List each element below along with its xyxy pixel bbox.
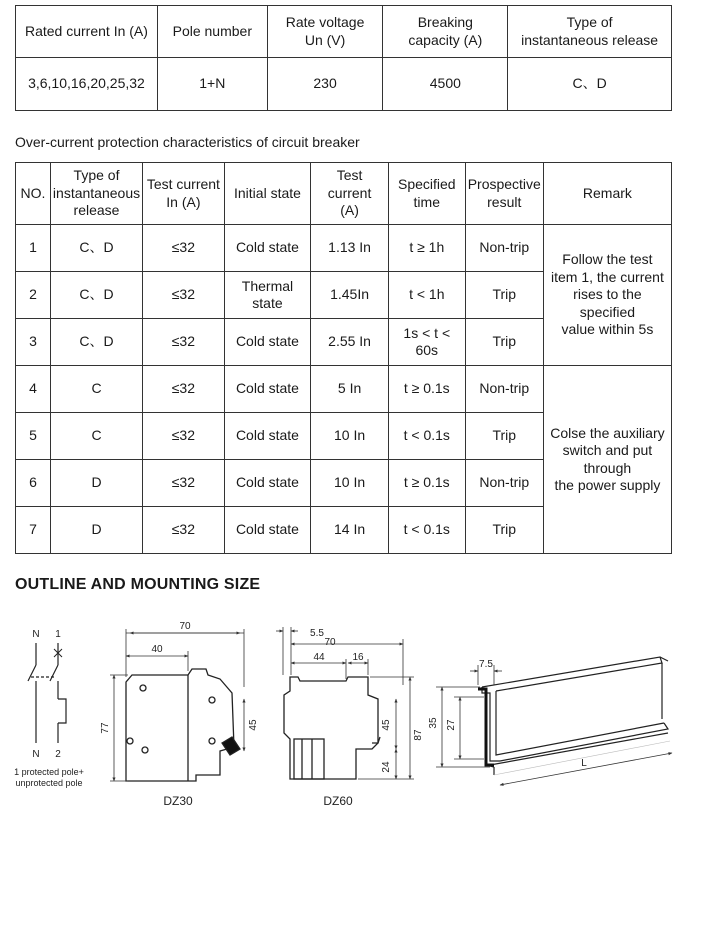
cell-test-current-a: 5 In <box>311 366 389 413</box>
cell-prospective-result: Non-trip <box>465 225 543 272</box>
header-specified-time: Specified time <box>388 163 465 225</box>
schematic-label-n-top: N <box>32 629 40 640</box>
cell-initial-state: Cold state <box>224 460 311 507</box>
dz60-dim-step: 16 <box>352 652 364 663</box>
cell-test-current-in: ≤32 <box>143 413 225 460</box>
dz60-dimensions <box>276 627 414 779</box>
cell-release-type: C、D <box>50 319 142 366</box>
cell-test-current-in: ≤32 <box>143 225 225 272</box>
dz30-dim-height: 77 <box>100 722 111 734</box>
cell-specified-time: 1s < t < 60s <box>388 319 465 366</box>
cell-test-current-a: 1.45In <box>311 272 389 319</box>
cell-release-type: C、D <box>50 225 142 272</box>
protection-table-caption: Over-current protection characteristics of circuit breaker <box>15 134 360 150</box>
cell-release-type: C <box>50 413 142 460</box>
cell-pole-number: 1+N <box>157 58 267 111</box>
outline-heading: OUTLINE AND MOUNTING SIZE <box>15 576 261 593</box>
table-row <box>16 225 672 272</box>
cell-test-current-a: 10 In <box>311 413 389 460</box>
remark-group-1: Follow the test item 1, the current rises to the specified value within 5s <box>543 225 671 366</box>
cell-release-type: D <box>50 460 142 507</box>
dz30-dim-width: 70 <box>179 621 191 632</box>
schematic-caption-line-2: unprotected pole <box>15 778 83 788</box>
din-rail-profile <box>478 689 494 765</box>
table-row <box>16 366 672 413</box>
cell-test-current-in: ≤32 <box>143 507 225 554</box>
header-breaking-capacity: Breaking capacity (A) <box>383 6 508 58</box>
dz30-outline <box>126 669 240 781</box>
din-rail-outline <box>482 657 670 775</box>
cell-no: 7 <box>16 507 51 554</box>
protection-header-row <box>16 163 672 225</box>
dz30-dim-half: 40 <box>151 644 163 655</box>
dz30-dimensions <box>110 629 244 781</box>
cell-no: 2 <box>16 272 51 319</box>
rated-spec-header-row <box>16 6 672 58</box>
rail-dim-length: L <box>581 758 587 769</box>
schematic-caption-line-1: 1 protected pole+ <box>14 767 84 777</box>
dz60-outline <box>284 677 380 779</box>
rated-spec-table <box>15 5 672 111</box>
cell-test-current-a: 1.13 In <box>311 225 389 272</box>
header-rated-current: Rated current In (A) <box>16 6 158 58</box>
header-test-current-a: Test current (A) <box>311 163 389 225</box>
cell-test-current-in: ≤32 <box>143 319 225 366</box>
pole-schematic <box>28 643 66 743</box>
remark-group-2: Colse the auxiliary switch and put through the power supply <box>543 366 671 554</box>
header-prospective-result: Prospective result <box>465 163 543 225</box>
cell-test-current-a: 10 In <box>311 460 389 507</box>
dz60-name: DZ60 <box>323 794 353 808</box>
cell-no: 3 <box>16 319 51 366</box>
cell-test-current-in: ≤32 <box>143 272 225 319</box>
cell-initial-state: Cold state <box>224 507 311 554</box>
cell-initial-state: Thermal state <box>224 272 311 319</box>
dz60-dim-width: 70 <box>324 637 336 648</box>
header-remark: Remark <box>543 163 671 225</box>
dz30-name: DZ30 <box>163 794 193 808</box>
schematic-label-1: 1 <box>55 629 61 640</box>
cell-specified-time: t < 0.1s <box>388 507 465 554</box>
cell-specified-time: t ≥ 0.1s <box>388 366 465 413</box>
schematic-label-n-bottom: N <box>32 749 40 760</box>
cell-no: 5 <box>16 413 51 460</box>
rail-dim-inner: 27 <box>446 719 457 731</box>
cell-prospective-result: Non-trip <box>465 460 543 507</box>
din-rail-dimensions <box>436 665 672 785</box>
rail-dim-outer: 35 <box>428 717 439 729</box>
cell-release-type: C、D <box>50 272 142 319</box>
cell-prospective-result: Non-trip <box>465 366 543 413</box>
dz60-dim-base: 24 <box>381 761 392 773</box>
cell-initial-state: Cold state <box>224 319 311 366</box>
dz60-dim-offset: 5.5 <box>310 628 324 639</box>
cell-no: 1 <box>16 225 51 272</box>
header-release-type: Type of instantaneous release <box>50 163 142 225</box>
cell-prospective-result: Trip <box>465 507 543 554</box>
cell-test-current-in: ≤32 <box>143 460 225 507</box>
header-pole-number: Pole number <box>157 6 267 58</box>
dz60-dim-height: 87 <box>413 729 424 741</box>
cell-specified-time: t ≥ 1h <box>388 225 465 272</box>
rail-dim-flange: 7.5 <box>479 659 493 670</box>
rated-spec-data-row <box>16 58 672 111</box>
header-release-type: Type of instantaneous release <box>508 6 672 58</box>
dz30-dim-inner: 45 <box>248 719 259 731</box>
cell-prospective-result: Trip <box>465 272 543 319</box>
cell-test-current-a: 14 In <box>311 507 389 554</box>
cell-specified-time: t < 0.1s <box>388 413 465 460</box>
header-initial-state: Initial state <box>224 163 311 225</box>
cell-rate-voltage: 230 <box>267 58 383 111</box>
cell-test-current-a: 2.55 In <box>311 319 389 366</box>
cell-release-type: D <box>50 507 142 554</box>
header-no: NO. <box>16 163 51 225</box>
cell-initial-state: Cold state <box>224 225 311 272</box>
cell-breaking-capacity: 4500 <box>383 58 508 111</box>
schematic-label-2: 2 <box>55 749 61 760</box>
cell-test-current-in: ≤32 <box>143 366 225 413</box>
cell-no: 4 <box>16 366 51 413</box>
cell-rated-current: 3,6,10,16,20,25,32 <box>16 58 158 111</box>
cell-release-type: C、D <box>508 58 672 111</box>
cell-initial-state: Cold state <box>224 413 311 460</box>
header-rate-voltage: Rate voltage Un (V) <box>267 6 383 58</box>
dz60-dim-inner: 45 <box>381 719 392 731</box>
cell-release-type: C <box>50 366 142 413</box>
dz60-dim-part: 44 <box>313 652 325 663</box>
cell-initial-state: Cold state <box>224 366 311 413</box>
cell-prospective-result: Trip <box>465 319 543 366</box>
outline-drawings <box>0 615 720 825</box>
cell-specified-time: t < 1h <box>388 272 465 319</box>
cell-specified-time: t ≥ 0.1s <box>388 460 465 507</box>
cell-prospective-result: Trip <box>465 413 543 460</box>
cell-no: 6 <box>16 460 51 507</box>
protection-characteristics-table <box>15 162 672 554</box>
header-test-current-in: Test current In (A) <box>143 163 225 225</box>
